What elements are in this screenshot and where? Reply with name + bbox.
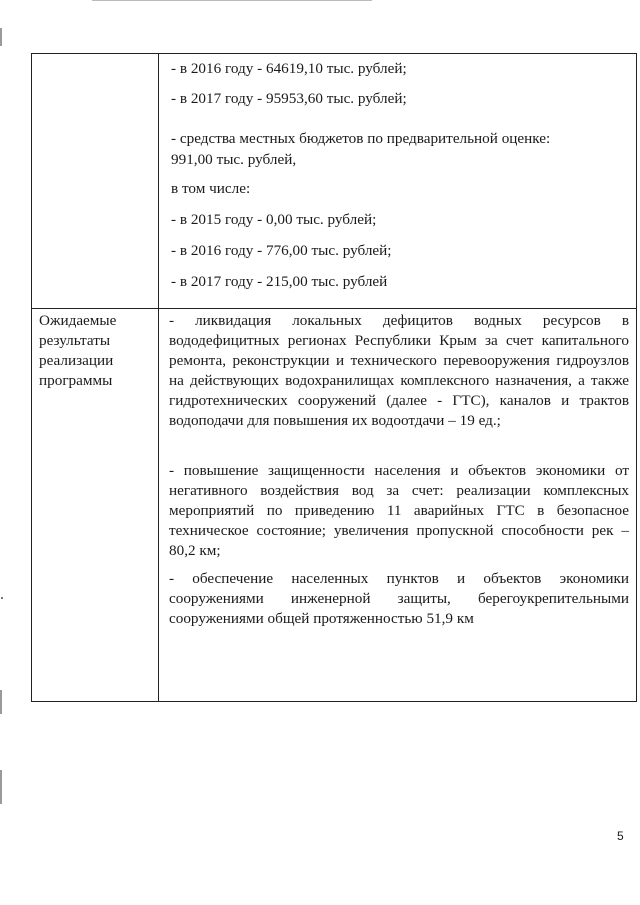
result-item-water-deficit: - ликвидация локальных дефицитов водных ресурсов в вододефицитных регионах Республики Крым за счет капитального ремонта, реконструкции и технического перевооружения гидроузлов на действующих водохранилищах комплексного назначения, а также гидротехнических сооружений (далее - ГТС), каналов и трактов водоподачи для повышения их водоотдачи – 19 ед.; xyxy=(169,312,629,429)
local-budget-line: - средства местных бюджетов по предварительной оценке: xyxy=(171,130,551,147)
scan-margin-mark xyxy=(0,28,2,46)
local-budget-total: 991,00 тыс. рублей, xyxy=(171,151,297,168)
page-number: 5 xyxy=(617,829,624,843)
results-label-line: результаты xyxy=(39,332,111,349)
funding-2017-line: - в 2017 году - 95953,60 тыс. рублей; xyxy=(171,90,407,107)
local-2017-line: - в 2017 году - 215,00 тыс. рублей xyxy=(171,273,388,290)
results-label-line: Ожидаемые xyxy=(39,312,117,329)
scan-margin-mark xyxy=(0,770,2,804)
column-divider xyxy=(158,54,159,701)
local-2016-line: - в 2016 году - 776,00 тыс. рублей; xyxy=(171,242,392,259)
funding-2016-line: - в 2016 году - 64619,10 тыс. рублей; xyxy=(171,60,407,77)
results-label-line: реализации xyxy=(39,352,114,369)
results-label-line: программы xyxy=(39,372,113,389)
local-2015-line: - в 2015 году - 0,00 тыс. рублей; xyxy=(171,211,377,228)
result-item-engineering-protection: - обеспечение населенных пунктов и объектов экономики сооружениями инженерной защиты, берегоукрепительными сооружениями общей протяженностью 51,9 км xyxy=(169,570,629,627)
program-passport-table xyxy=(31,53,637,702)
result-item-protection: - повышение защищенности населения и объектов экономики от негативного воздействия вод за счет: реализации комплексных мероприятий по приведению 11 аварийных ГТС в безопасное техническое состояние; увеличения пропускной способности рек – 80,2 км; xyxy=(169,462,629,559)
row-divider xyxy=(32,308,636,309)
results-label xyxy=(39,311,116,391)
scan-margin-dot xyxy=(1,597,3,599)
including-label: в том числе: xyxy=(171,180,251,197)
scan-top-line xyxy=(92,0,372,1)
scan-margin-mark xyxy=(0,690,2,714)
